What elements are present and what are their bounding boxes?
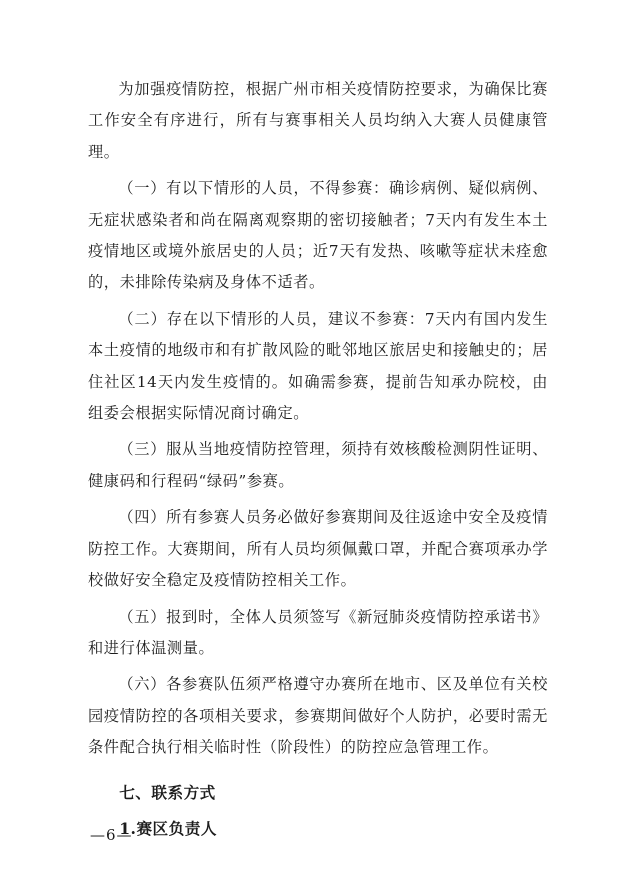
paragraph-item-4: （四）所有参赛人员务必做好参赛期间及往返途中安全及疫情防控工作。大赛期间，所有人员均须佩戴口罩，并配合赛项承办学校做好安全稳定及疫情防控相关工作。 xyxy=(88,508,548,590)
paragraph-intro: 为加强疫情防控，根据广州市相关疫情防控要求，为确保比赛工作安全有序进行，所有与赛事相关人员均纳入大赛人员健康管理。 xyxy=(88,80,548,161)
paragraph-item-5: （五）报到时，全体人员须签写《新冠肺炎疫情防控承诺书》和进行体温测量。 xyxy=(88,607,548,657)
section-heading-contact: 七、联系方式 xyxy=(119,783,216,802)
paragraph-item-3: （三）服从当地疫情防控管理，须持有效核酸检测阴性证明、健康码和行程码“绿码”参赛。 xyxy=(88,440,548,490)
paragraph-item-6: （六）各参赛队伍须严格遵守办赛所在地市、区及单位有关校园疫情防控的各项相关要求，参赛期间做好个人防护，必要时需无条件配合执行相关临时性（阶段性）的防控应急管理工作。 xyxy=(88,675,548,757)
subsection-heading-venue-lead: 1.赛区负责人 xyxy=(119,818,217,838)
paragraph-item-2: （二）存在以下情形的人员，建议不参赛：7天内有国内发生本土疫情的地级市和有扩散风险的毗邻地区旅居史和接触史的；居住社区14天内发生疫情的。如确需参赛，提前告知承办院校，由组委会根据实际情况商讨确定。 xyxy=(88,309,548,423)
document-body xyxy=(88,74,548,844)
paragraph-item-1: （一）有以下情形的人员，不得参赛：确诊病例、疑似病例、无症状感染者和尚在隔离观察期的密切接触者；7天内有发生本土疫情地区或境外旅居史的人员；近7天有发热、咳嗽等症状未痊愈的，未排除传染病及身体不适者。 xyxy=(88,179,548,292)
page-number: —6— xyxy=(90,826,133,844)
